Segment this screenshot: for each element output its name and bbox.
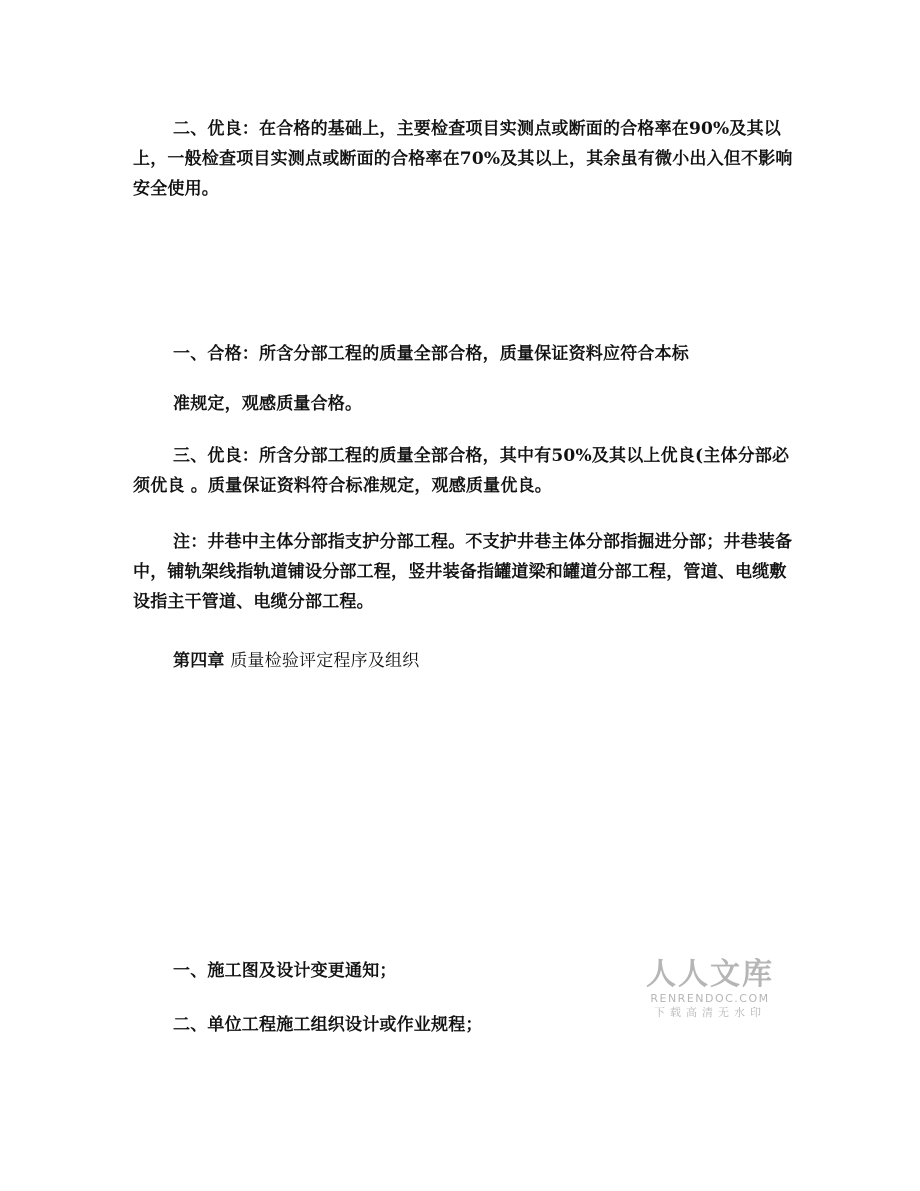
watermark-subtitle: 下载高清无水印 [654, 1006, 766, 1019]
watermark-url: RENRENDOC.COM [650, 992, 770, 1005]
watermark-title: 人人文库 [646, 957, 774, 992]
chapter-heading [133, 646, 793, 676]
paragraph-excellent-unit-criteria: 三、优良：所含分部工程的质量全部合格，其中有50%及其以上优良(主体分部必须优良 。质量保证资料符合标准规定，观感质量优良。 [133, 446, 790, 496]
chapter-title: 质量检验评定程序及组织 [230, 651, 420, 671]
paragraph-qualified-criteria: 一、合格：所含分部工程的质量全部合格，质量保证资料应符合本标 [173, 344, 689, 364]
paragraph-excellent-criteria: 二、优良：在合格的基础上，主要检查项目实测点或断面的合格率在90%及其以上，一般检查项目实测点或断面的合格率在70%及其以上，其余虽有微小出入但不影响安全使用。 [133, 119, 793, 199]
list-item-construction-drawings: 一、施工图及设计变更通知； [173, 961, 397, 981]
watermark-logo [640, 958, 780, 1020]
paragraph-qualified-continuation: 准规定，观感质量合格。 [173, 394, 363, 414]
list-item-construction-design: 二、单位工程施工组织设计或作业规程； [173, 1015, 483, 1035]
chapter-number: 第四章 [173, 651, 225, 671]
paragraph-note: 注：井巷中主体分部指支护分部工程。不支护井巷主体分部指掘进分部；井巷装备中，铺轨架线指轨道铺设分部工程，竖井装备指罐道梁和罐道分部工程，管道、电缆敷设指主干管道、电缆分部工程。 [133, 532, 793, 612]
